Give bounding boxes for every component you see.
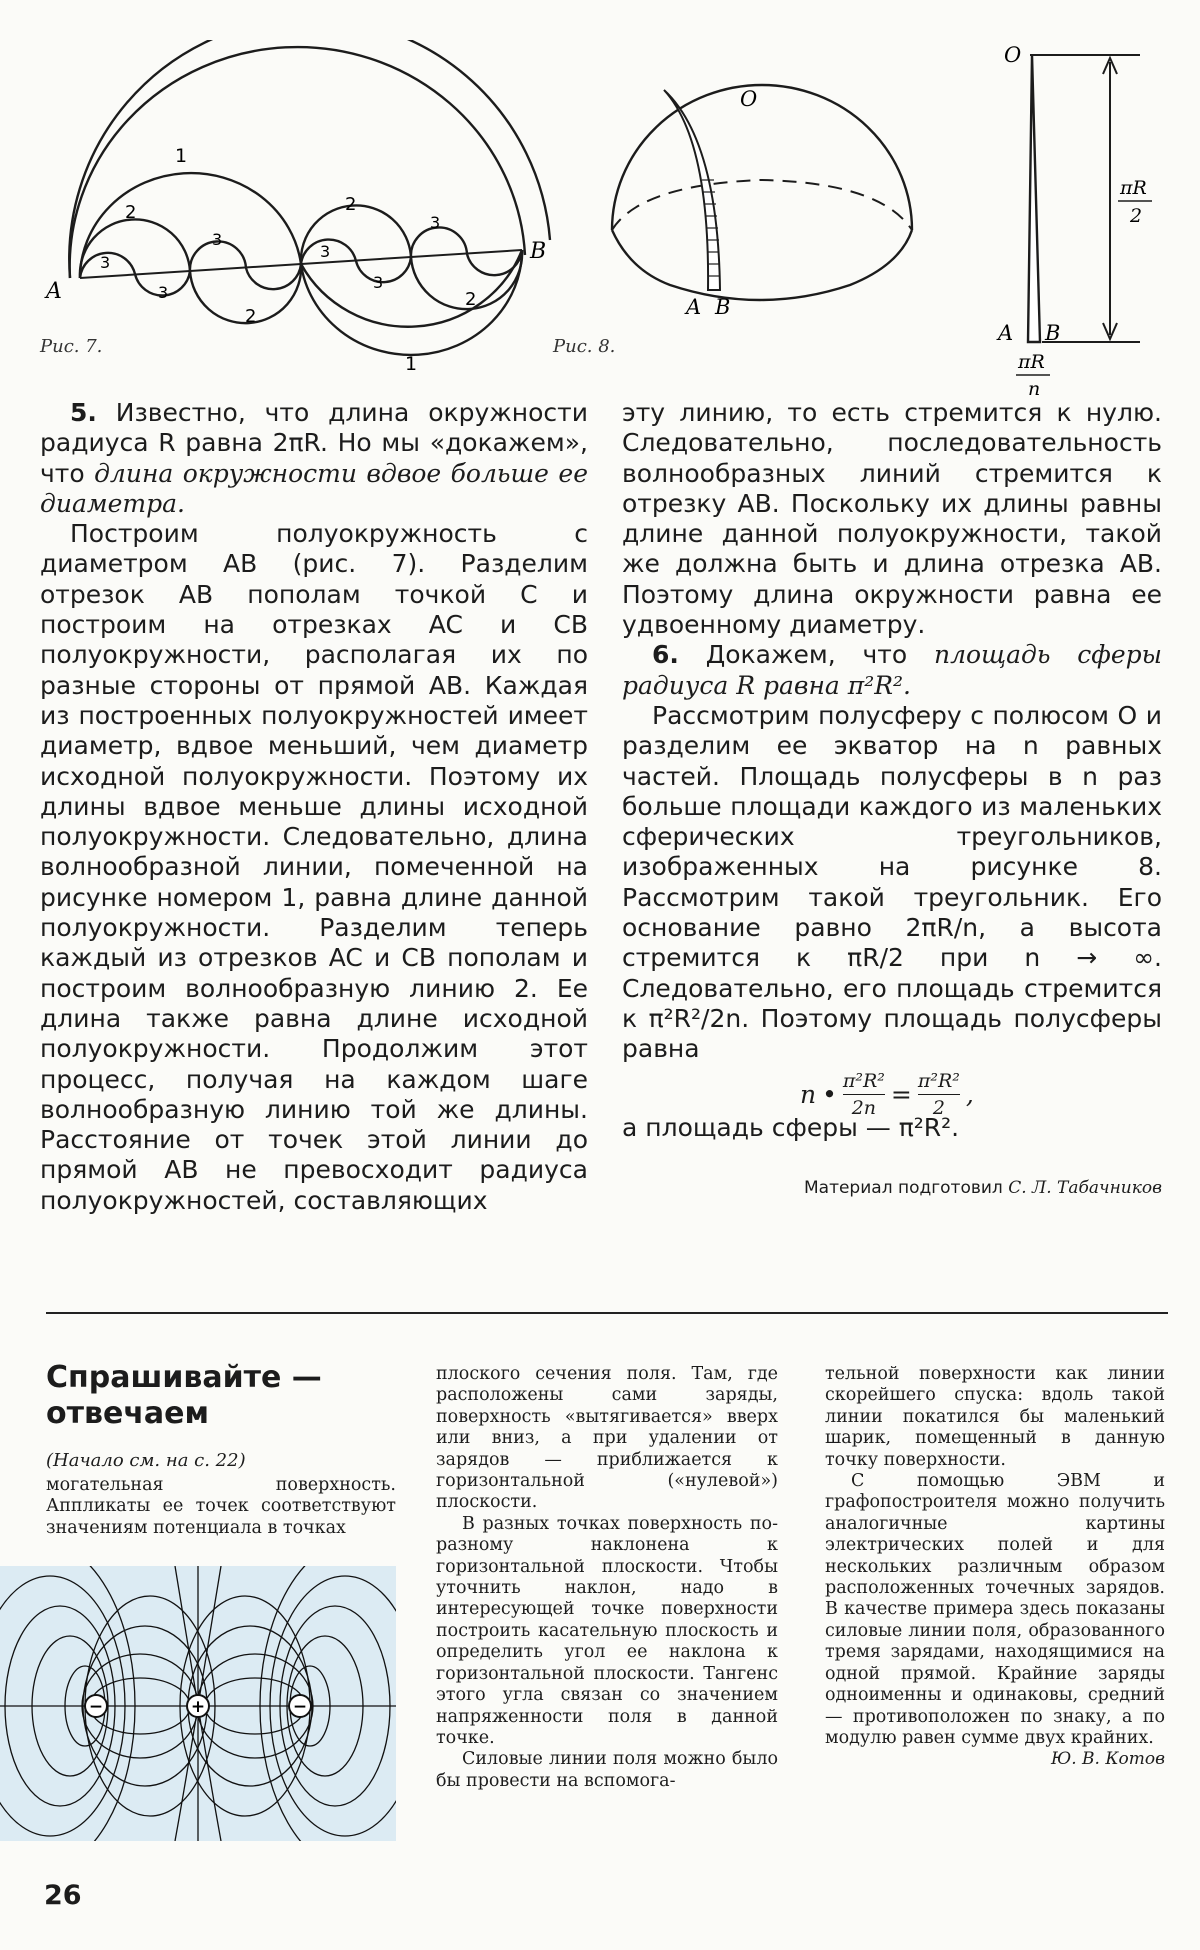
lower-column-3 xyxy=(825,1364,1165,1771)
formula-den-2: 2 xyxy=(932,1097,945,1119)
paragraph-5-text: Известно, что длина окружности радиуса R равна 2πR. Но мы «докажем», что xyxy=(40,398,588,488)
formula-dot: • xyxy=(822,1080,837,1109)
fig8-label-o: O xyxy=(740,87,758,111)
paragraph-conclusion: эту линию, то есть стремится к нулю. Следовательно, последовательность волнообразных линий стремится к отрезку AB. Поскольку их длины равны длине данной полуокружности, такой же должна быть и длина отрезка AB. Поэтому длина окружности равна ее удвоенному диаметру. xyxy=(622,398,1162,640)
area-formula xyxy=(800,1070,974,1119)
paragraph-6 xyxy=(622,640,1162,701)
charge-left-sign: − xyxy=(88,1697,104,1717)
section-divider xyxy=(46,1312,1168,1314)
fig8b-label-n: n xyxy=(1028,378,1041,400)
fig7-label-1-top: 1 xyxy=(175,145,188,167)
formula-den-1: 2n xyxy=(851,1097,877,1119)
formula-fraction-1 xyxy=(843,1070,885,1119)
fig7-label-a: A xyxy=(46,279,62,304)
item-number-5: 5. xyxy=(70,398,97,427)
article-credit xyxy=(622,1178,1162,1198)
fig8-label-a: A xyxy=(686,295,702,319)
figure-7-semicircles xyxy=(40,40,560,385)
fig8b-label-pir: πR xyxy=(1120,177,1147,199)
lower-col2-p2: В разных точках поверхность по-разному наклонена к горизонтальной плоскости. Чтобы уточнить наклон, надо в интересующей точке поверхности построить касательную плоскость и определить угол ее наклона к горизонтальной плоскости. Тангенс этого угла связан со значением напряженности поля в данной точке. xyxy=(436,1513,778,1748)
fig7-label-3e: 3 xyxy=(373,273,384,292)
fig7-caption: Рис. 7. xyxy=(40,336,103,357)
lower-col3-p1: тельной поверхности как линии скорейшего спуска: вдоль такой линии покатился бы маленький шарик, помещенный в данную точку поверхности. xyxy=(825,1364,1165,1470)
fig8b-label-a: A xyxy=(998,321,1014,345)
charge-right-sign: − xyxy=(292,1697,308,1717)
paragraph-5 xyxy=(40,398,588,519)
article-column-1 xyxy=(40,398,588,1216)
formula-n: n xyxy=(800,1080,817,1109)
page-number: 26 xyxy=(44,1880,82,1911)
article-column-2 xyxy=(622,398,1162,1065)
lower-column-2 xyxy=(436,1364,778,1792)
fig7-label-2c: 2 xyxy=(345,194,357,215)
lower-col2-p1: плоского сечения поля. Там, где расположены сами заряды, поверхность «вытягивается» вверх или вниз, а при удалении от зарядов — приближается к горизонтальной («нулевой») плоскости. xyxy=(436,1364,778,1513)
formula-equals: = xyxy=(890,1080,912,1109)
sphere-area-line xyxy=(622,1113,1162,1143)
paragraph-6-claim: площадь сферы радиуса R равна π²R². xyxy=(622,640,1162,700)
fig8b-label-two: 2 xyxy=(1130,205,1143,227)
section-heading xyxy=(46,1360,346,1432)
fig8b-label-o: O xyxy=(1004,43,1022,67)
fig7-label-3b: 3 xyxy=(158,283,169,302)
paragraph-hemisphere: Рассмотрим полусферу с полюсом O и разделим ее экватор на n равных частей. Площадь полусферы в n раз больше площади каждого из маленьких сферических треугольников, изображенных на рисунке 8. Рассмотрим такой треугольник. Его основание равно 2πR/n, а высота стремится к πR/2 при n → ∞. Следовательно, его площадь стремится к π²R²/2n. Поэтому площадь полусферы равна xyxy=(622,700,1162,1064)
paragraph-sphere-area: а площадь сферы — π²R². xyxy=(622,1113,960,1142)
fig8b-label-pir-base: πR xyxy=(1018,351,1045,373)
item-number-6: 6. xyxy=(652,640,679,670)
fig7-label-3c: 3 xyxy=(212,230,223,249)
fig7-label-1-bottom: 1 xyxy=(405,353,418,375)
fig7-label-b: B xyxy=(530,239,547,264)
paragraph-5-claim: длина окружности вдвое больше ее диаметра. xyxy=(40,458,589,518)
lower-col1-text: могательная поверхность. Аппликаты ее точек соответствуют значениям потенциала в точках xyxy=(46,1475,396,1538)
formula-num-1: π²R² xyxy=(842,1070,885,1092)
fig8-label-b: B xyxy=(715,295,731,319)
paragraph-6-text: Докажем, что xyxy=(678,640,934,670)
fig7-label-3f: 3 xyxy=(430,213,441,232)
continued-note: (Начало см. на с. 22) xyxy=(46,1450,246,1471)
paragraph-construction: Построим полуокружность с диаметром AB (рис. 7). Разделим отрезок AB пополам точкой C и построим на отрезках AC и CB полуокружности, располагая их по разные стороны от прямой AB. Каждая из построенных полуокружностей имеет диаметр, вдвое меньший, чем диаметр исходной полуокружности. Поэтому их длины вдвое меньше длины исходной полуокружности. Следовательно, длина волнообразной линии, помеченной на рисунке номером 1, равна длине данной полуокружности. Разделим теперь каждый из отрезков AC и CB пополам и построим волнообразную линию 2. Ее длина также равна длине исходной полуокружности. Продолжим этот процесс, получая на каждом шаге волнообразную линию той же длины. Расстояние от точек этой линии до прямой AB не превосходит радиуса полуокружностей, составляющих xyxy=(40,519,588,1215)
fig7-label-3d: 3 xyxy=(320,242,331,261)
fig8-caption: Рис. 8. xyxy=(553,336,616,357)
figure-8-triangle xyxy=(990,40,1170,400)
credit-author: С. Л. Табачников xyxy=(1008,1178,1162,1198)
formula-comma: , xyxy=(965,1080,974,1109)
fig7-label-3a: 3 xyxy=(100,253,111,272)
lower-col3-p2: С помощью ЭВМ и графопостроителя можно получить аналогичные картины электрических полей и для нескольких различным образом расположенных точечных зарядов. В качестве примера здесь показаны силовые линии поля, образованного тремя зарядами, находящимися на одной прямой. Крайние заряды одноименны и одинаковы, средний — противоположен по знаку, а по модулю равен сумме двух крайних. xyxy=(825,1471,1165,1748)
heading-line-2: отвечаем xyxy=(46,1396,210,1431)
field-lines-image xyxy=(0,1566,396,1841)
charge-center-sign: + xyxy=(190,1697,206,1717)
credit-text: Материал подготовил xyxy=(803,1178,1009,1198)
fig8b-label-b: B xyxy=(1045,321,1061,345)
fig7-label-2b: 2 xyxy=(245,306,257,327)
fig7-label-2d: 2 xyxy=(465,289,477,310)
formula-fraction-2 xyxy=(918,1070,960,1119)
lower-column-1 xyxy=(46,1475,396,1539)
formula-num-2: π²R² xyxy=(917,1070,960,1092)
lower-author: Ю. В. Котов xyxy=(1050,1749,1165,1770)
lower-col2-p3: Силовые линии поля можно было бы провести на вспомога- xyxy=(436,1749,778,1791)
fig7-label-2a: 2 xyxy=(125,202,137,223)
figure-8-hemisphere xyxy=(590,70,920,330)
heading-line-1: Спрашивайте — xyxy=(46,1360,322,1395)
